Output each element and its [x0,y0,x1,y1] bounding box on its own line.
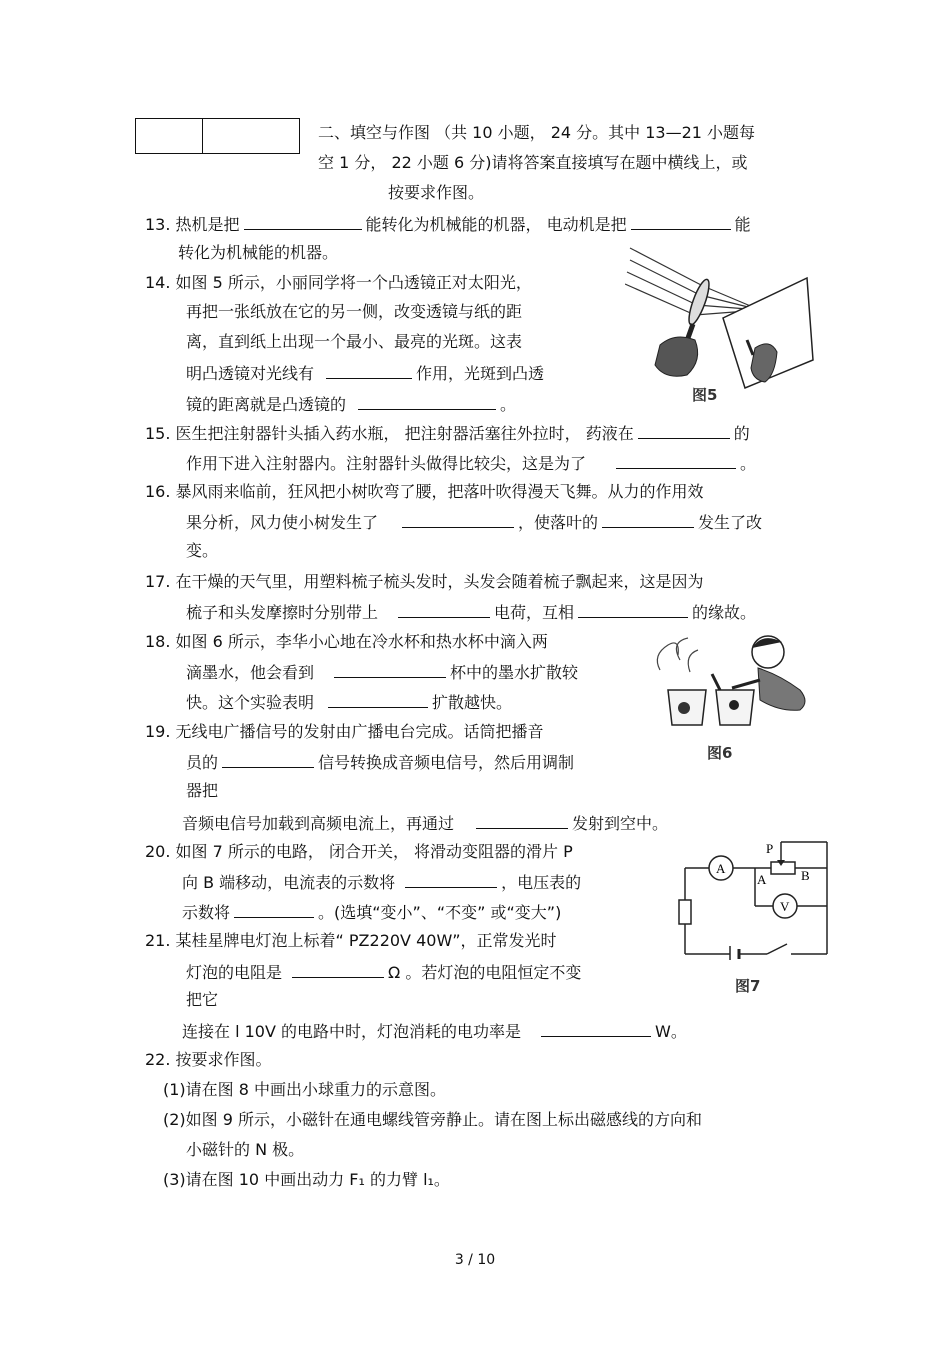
question-22-sub2-line1: (2)如图 9 所示，小磁针在通电螺线管旁静止。请在图上标出磁感线的方向和 [163,1110,703,1129]
question-21-line2: 灯泡的电阻是 Ω 。若灯泡的电阻恒定不变 [186,963,582,982]
rheostat-symbol [771,862,795,874]
question-22-sub1: (1)请在图 8 中画出小球重力的示意图。 [163,1080,447,1099]
answer-blank[interactable] [616,452,736,469]
answer-blank[interactable] [541,1020,651,1037]
question-20-line1: 20. 如图 7 所示的电路， 闭合开关， 将滑动变阻器的滑片 P [145,842,573,861]
page-number: 3 / 10 [454,1252,496,1268]
question-18-line2: 滴墨水，他会看到 杯中的墨水扩散较 [186,663,579,682]
question-14-line5: 镜的距离就是凸透镜的 。 [186,395,517,414]
question-18-line3: 快。这个实验表明 扩散越快。 [186,693,513,712]
question-19-line2: 员的 信号转换成音频电信号，然后用调制 [186,753,575,772]
voltmeter-label: V [780,899,790,914]
question-21-line3: 把它 [186,990,219,1009]
answer-blank[interactable] [334,661,446,678]
question-20-line3: 示数将 。(选填“变小”、“不变” 或“变大”) [182,903,562,922]
question-19-line4: 音频电信号加载到高频电流上，再通过 发射到空中。 [182,814,669,833]
answer-blank[interactable] [326,362,412,379]
question-21-line1: 21. 某桂星牌电灯泡上标着“ PZ220V 40W”，正常发光时 [145,931,557,950]
slider-p-label: P [766,841,774,856]
question-20-line2: 向 B 端移动，电流表的示数将 ，电压表的 [182,873,582,892]
answer-blank[interactable] [222,751,314,768]
question-16-line2: 果分析，风力使小树发生了 ，使落叶的 发生了改 [186,513,763,532]
answer-blank[interactable] [358,393,496,410]
answer-blank[interactable] [631,213,731,230]
question-16-line3: 变。 [186,541,219,560]
question-17-line2: 梳子和头发摩擦时分别带上 电荷，互相 的缘故。 [186,603,757,622]
question-14-line4: 明凸透镜对光线有 作用，光斑到凸透 [186,364,545,383]
answer-blank[interactable] [602,511,694,528]
question-19-line1: 19. 无线电广播信号的发射由广播电台完成。话筒把播音 [145,722,544,741]
question-16-line1: 16. 暴风雨来临前，狂风把小树吹弯了腰，把落叶吹得漫天飞舞。从力的作用效 [145,482,704,501]
figure-5-lens-image [625,240,820,405]
answer-blank[interactable] [234,901,314,918]
answer-blank[interactable] [398,601,490,618]
answer-blank[interactable] [328,691,428,708]
question-15-line1: 15. 医生把注射器针头插入药水瓶， 把注射器活塞往外拉时， 药液在 的 [145,424,750,443]
question-17-line1: 17. 在干燥的天气里，用塑料梳子梳头发时，头发会随着梳子飘起来，这是因为 [145,572,704,591]
question-22-sub3: (3)请在图 10 中画出动力 F₁ 的力臂 l₁。 [163,1170,450,1189]
figure-5-caption: 图5 [692,386,718,404]
question-13-line1: 13. 热机是把 能转化为机械能的机器， 电动机是把 能 [145,215,751,234]
section-heading-line2: 空 1 分， 22 小题 6 分)请将答案直接填写在题中横线上，或 [318,153,748,172]
resistor-symbol [679,900,691,924]
question-21-line4: 连接在 l 10V 的电路中时，灯泡消耗的电功率是 W。 [182,1022,687,1041]
ammeter-label: A [716,861,726,876]
question-14-line1: 14. 如图 5 所示，小丽同学将一个凸透镜正对太阳光， [145,273,532,292]
question-19-line3: 器把 [186,781,219,800]
question-14-line2: 再把一张纸放在它的另一侧，改变透镜与纸的距 [186,302,523,321]
answer-blank[interactable] [292,961,384,978]
answer-blank[interactable] [244,213,362,230]
answer-blank[interactable] [402,511,514,528]
figure-7-caption: 图7 [735,977,761,995]
question-22-line1: 22. 按要求作图。 [145,1050,272,1069]
terminal-a-label: A [757,872,767,887]
question-22-sub2-line2: 小磁针的 N 极。 [186,1140,305,1159]
figure-7-circuit-diagram [675,838,835,960]
question-15-line2: 作用下进入注射器内。注射器针头做得比较尖，这是为了 。 [186,454,757,473]
answer-blank[interactable] [405,871,497,888]
section-heading-line1: 二、填空与作图 （共 10 小题， 24 分。其中 13—21 小题每 [318,123,756,142]
answer-blank[interactable] [638,422,730,439]
question-13-line2: 转化为机械能的机器。 [178,243,339,262]
question-18-line1: 18. 如图 6 所示，李华小心地在冷水杯和热水杯中滴入两 [145,632,548,651]
terminal-b-label: B [801,868,810,883]
section-heading-line3: 按要求作图。 [388,183,485,202]
answer-blank[interactable] [578,601,688,618]
figure-6-ink-diffusion-image [650,630,820,730]
score-box [135,118,300,154]
answer-blank[interactable] [476,812,568,829]
question-14-line3: 离，直到纸上出现一个最小、最亮的光斑。这表 [186,332,523,351]
figure-6-caption: 图6 [707,744,733,762]
